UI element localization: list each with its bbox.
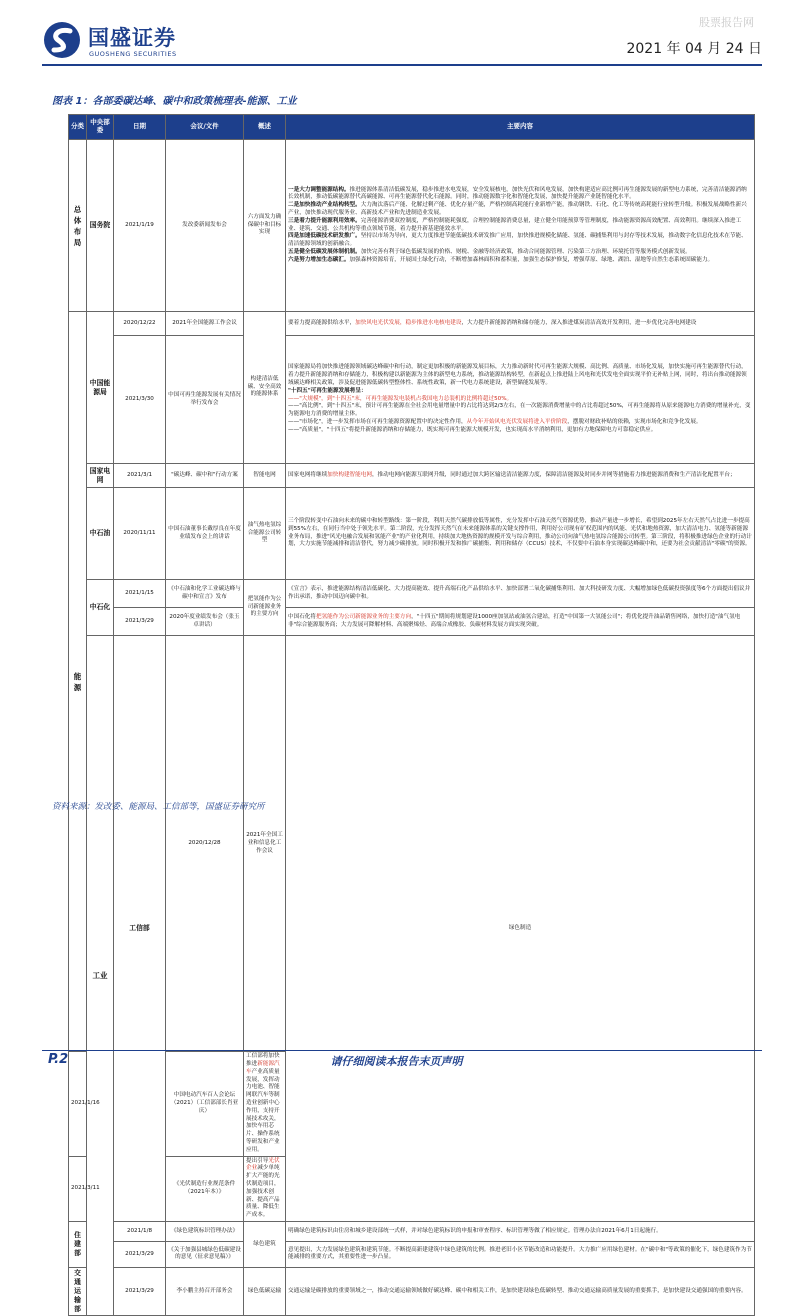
meeting-cell: 《中石油和化学工业碳达峰与碳中和宣言》发布 <box>166 580 244 608</box>
content-text: 中国石化将 <box>288 613 316 620</box>
summary-cell: 绿色建筑 <box>244 1221 286 1267</box>
table-row <box>69 464 755 488</box>
category-cell: 工业 <box>87 636 114 1316</box>
report-date: 2021 年 04 月 24 日 <box>626 41 762 57</box>
meeting-cell: 《绿色建筑标识管理办法》 <box>166 1221 244 1241</box>
content-text: ，推动电网向能源互联网升级，同时通过加大跨区输送清洁能源力度，保障清洁能源及时同步并网等措施着力推进能源消费和生产清洁化配置平台； <box>371 471 736 478</box>
summary-cell: 油气热电氢综合能源公司转型 <box>244 488 286 580</box>
meeting-cell: 2021年全国能源工作会议 <box>166 312 244 336</box>
guosheng-logo-icon <box>42 20 82 60</box>
date-cell: 2021/3/30 <box>114 336 166 464</box>
date-cell: 2021/1/15 <box>114 580 166 608</box>
category-cell: 能源 <box>69 312 87 1052</box>
date-cell: 2020/11/11 <box>114 488 166 580</box>
content-cell <box>286 140 755 312</box>
content-cell <box>286 608 755 636</box>
disclaimer: 请仔细阅读本报告末页声明 <box>330 1055 463 1068</box>
summary-cell: 把氢能作为公司新能源业务的主要方向 <box>244 580 286 636</box>
content-text: 减少单纯扩大产能的光伏制造项目，加强技术创新、提高产品质量、降低生产成本。 <box>246 1165 280 1219</box>
content-text: ，"十四五"期间将规划建设1000座加氢站或油氢合建站，打造"中国第一大氢能公司"；将优化提升油品销售网络，加快打造"油气氢电非"综合能源服务商；大力发展可降解材料、高端聚烯烃、高端合成橡胶、负碳材料发展方面实现突破。 <box>288 613 741 628</box>
table-row <box>69 1267 755 1315</box>
table-row <box>69 608 755 636</box>
date-cell: 2021/1/16 <box>69 1052 87 1156</box>
department-cell: 中国能源局 <box>87 312 114 464</box>
content-highlight: ——"大规模"，到"十四五"末，可再生能源发电装机占我国电力总装机的比例将超过50%。 <box>288 395 513 402</box>
date-cell: 2021/3/29 <box>114 608 166 636</box>
department-cell: 国务院 <box>87 140 114 312</box>
header-divider <box>42 64 762 66</box>
brand-name: 国盛证券 <box>88 26 176 50</box>
table-row <box>69 1241 755 1267</box>
meeting-cell: 《关于加强县城绿色低碳建设的意见（征求意见稿）》 <box>166 1241 244 1267</box>
content-cell: 三个阶段转变中石油向未来的碳中和转型路线：第一阶段，利用天然气碳排放低等属性，充分发挥中石油天然气资源优势，推动产量进一步增长，希望到2025年左右天然气占比进一步提高到55%左右，在同行当中处于领先水平。第二阶段，充分发挥天然气在未来能源体系的关键支撑作用，利用好公司现有矿权范围内的风能、光伏和地热资源，加大清洁电力、氢能等新能源业务布局，推进"风光电融合发展和氢能产业"的产业化利用，持续加大地热资源的规模开发与综合利用，推动公司向油气热电氢综合能源公司转型。第三阶段，将积极推进绿色企业的行动计划，大力实施节能减排和清洁替代，努力减少碳排放。同时积极开发和推广碳捕集、利用和储存（CCUS）技术，不仅要中石油本身实现碳达峰碳中和，还要为社会贡献清洁"零碳"的资源。 <box>286 488 755 580</box>
content-cell: 《宣言》表示，推进能源结构清洁低碳化、大力提高能效、提升高端石化产品供给水平、加快部署二氧化碳捕集利用、加大科技研发力度、大幅增加绿色低碳投资强度等6个方面提出倡议并作出承诺，推动中国迈向碳中和。 <box>286 580 755 608</box>
content-subtitle: "十四五"可再生能源发展将呈： <box>288 387 367 394</box>
date-cell: 2021/3/29 <box>114 1267 166 1315</box>
content-text: 产业高质量发展，发挥动力电池、智能网联汽车等制造业创新中心作用，支持开展技术攻关，加快车用芯片、操作系统等研发和产业应用。 <box>246 1068 280 1153</box>
point-title: 三是着力提升能源利用效率。 <box>288 217 361 224</box>
content-text: ，摆脱对财政补贴的依赖，实现市场化和竞争化发展。 <box>567 418 702 425</box>
content-highlight: 从今年开始风电光伏发展将进入平价阶段 <box>466 418 568 425</box>
policy-table <box>68 114 755 1316</box>
footer-divider <box>42 1050 762 1051</box>
content-cell <box>286 464 755 488</box>
point-text: 加强森林资源培育，开展国土绿化行动，不断增加森林面积和蓄积量，加强生态保护修复，增强草原、绿地、湖泊、湿地等自然生态系统固碳能力。 <box>349 256 714 263</box>
point-title: 六是努力增加生态碳汇。 <box>288 256 350 263</box>
meeting-cell: 发改委新闻发布会 <box>166 140 244 312</box>
meeting-cell: 中国电动汽车百人会论坛（2021）（工信部部长肖亚庆） <box>166 1052 244 1156</box>
table-row <box>69 488 755 580</box>
department-cell: 住建部 <box>69 1221 87 1267</box>
content-highlight: 加快风电光伏发展，稳步推进水电核电建设 <box>355 319 462 326</box>
point-title: 五是健全低碳发展体制机制。 <box>288 248 361 255</box>
point-text: 加快完善有利于绿色低碳发展的价格、财税、金融等经济政策，推动合同能源管理、污染第三方治理、环境托管等服务模式创新发展。 <box>360 248 691 255</box>
department-cell: 中石化 <box>87 580 114 636</box>
figure-title: 图表 1：各部委碳达峰、碳中和政策梳理表-能源、工业 <box>52 96 297 107</box>
content-text: 工信部将加快推进 <box>246 1053 280 1068</box>
date-cell: 2021/3/11 <box>69 1156 87 1221</box>
brand-name-en: GUOSHENG SECURITIES <box>89 50 177 58</box>
watermark: 股票报告网 <box>699 16 754 29</box>
content-highlight: 新能源汽车 <box>246 1061 280 1075</box>
point-title: 二是加快推动产业结构转型。 <box>288 202 361 209</box>
date-cell: 2021/1/8 <box>114 1221 166 1241</box>
page-number: P.2 <box>48 1052 69 1067</box>
content-text: ——"高比例"，到"十四五"末，预计可再生能源在全社会用电量增量中的占比将达到2/3左右，在一次能源消费增量中的占比将超过50%，可再生能源将从原来能源电力消费的增量补充，变为能源电力消费的增量主体。 <box>288 403 751 418</box>
date-cell: 2020/12/28 <box>166 636 244 1052</box>
department-cell: 中石油 <box>87 488 114 580</box>
meeting-cell: 《光伏制造行业规范条件（2021年本）》 <box>166 1156 244 1221</box>
table-row <box>69 580 755 608</box>
point-text: 大力淘汰落后产能、化解过剩产能、优化存量产能，严格控制高耗能行业新增产能，推动钢铁、石化、化工等传统高耗能行业转型升级。积极发展战略性新兴产业，加快推动现代服务业、高新技术产业和先进制造业发展。 <box>288 202 747 216</box>
point-title: 一是大力调整能源结构。 <box>288 186 350 193</box>
col-header-summary: 概述 <box>244 115 286 140</box>
content-cell: 交通运输是碳排放的重要领域之一，推动交通运输领域做好碳达峰、碳中和相关工作，是加快建设绿色低碳转型、推动交通运输高质量发展的重要抓手，是加快建设交通强国的重要内容。 <box>286 1267 755 1315</box>
content-cell: 明确绿色建筑标识由住房和城乡建设部统一式样，并对绿色建筑标识的申报和审查程序、标识管理等做了相应规定。管理办法自2021年6月1日起施行。 <box>286 1221 755 1241</box>
department-cell: 交通运输部 <box>69 1267 87 1315</box>
content-text: 提出引导 <box>246 1157 269 1164</box>
meeting-cell: 中国石油董事长戴厚良在年度业绩发布会上的讲话 <box>166 488 244 580</box>
content-highlight: 光伏企业 <box>246 1157 280 1172</box>
table-row <box>69 1221 755 1241</box>
col-header-department: 中央部委 <box>87 115 114 140</box>
point-text: 完善能源消费双控制度，严格控制能耗强度，合理控制能源消费总量，建立健全用能预算等管理制度，推动能源资源高效配置、高效利用。继续深入推进工业、建筑、交通、公共机构等重点领域节能，着力提升新基建能效水平。 <box>288 217 742 232</box>
meeting-cell: 2021年全国工业和信息化工作会议 <box>244 636 286 1052</box>
summary-cell: 绿色低碳运输 <box>244 1267 286 1315</box>
content-text: 要着力提高能源供给水平， <box>288 319 356 326</box>
col-header-content: 主要内容 <box>286 115 755 140</box>
date-cell: 2020/12/22 <box>114 312 166 336</box>
content-text: 国家能源局将加快推进能源领域碳达峰碳中和行动，制定更加积极的新能源发展目标，大力推动新时代可再生能源大规模、高比例、高质量、市场化发展，加快实施可再生能源替代行动，着力提升新能源消纳和存储能力，积极构建以新能源为主体的新型电力系统，推动能源结构转型，在新起点上推进陆上风电和光伏发电全面实现平价无补贴上网，同时，将出台推动能源领域碳达峰相关政策，涉及促进能源低碳转型整体性、系统性政策，新一代电力系统建设，新型储能发展等。 <box>288 364 747 386</box>
department-cell: 工信部 <box>114 636 166 1222</box>
content-text: ，大力提升新能源消纳和储存能力，深入推进煤炭清洁高效开发利用，进一步优化完善电网建设 <box>461 319 697 326</box>
meeting-cell: 中国可再生能源发展有关情况举行发布会 <box>166 336 244 464</box>
table-row <box>69 312 755 336</box>
summary-cell: 绿色制造 <box>286 636 755 1222</box>
content-text: ——"高质量"，"十四五"将提升新能源消纳和存储能力，既实现可再生能源大规模开发，也实现高水平消纳利用，更加有力地保障电力可靠稳定供应。 <box>288 426 657 433</box>
summary-cell: 智能电网 <box>244 464 286 488</box>
table-row <box>69 636 755 1052</box>
report-header <box>42 16 762 64</box>
content-cell <box>286 336 755 464</box>
content-highlight: 加快构建智能电网 <box>327 471 372 478</box>
category-cell: 总体布局 <box>69 140 87 312</box>
source-note: 资料来源：发改委、能源局、工信部等，国盛证券研究所 <box>52 802 265 812</box>
table-row <box>69 336 755 464</box>
meeting-cell: 2020年度业绩发布会（张玉卓讲话） <box>166 608 244 636</box>
content-text: 国家电网将继续 <box>288 471 328 478</box>
summary-cell: 六方面发力确保碳中和目标实现 <box>244 140 286 312</box>
table-header-row <box>69 115 755 140</box>
col-header-category: 分类 <box>69 115 87 140</box>
department-cell: 国家电网 <box>87 464 114 488</box>
meeting-cell: 李小鹏主持召开部务会 <box>166 1267 244 1315</box>
meeting-cell: "碳达峰、碳中和"行动方案 <box>166 464 244 488</box>
point-text: 坚持以市场为导向，更大力度推进节能低碳技术研发推广应用，加快推进规模化储能、氢能、碳捕集利用与封存等技术发展，推动数字化信息化技术在节能、清洁能源领域的创新融合。 <box>288 233 747 248</box>
content-cell <box>286 312 755 336</box>
date-cell: 2021/3/29 <box>114 1241 166 1267</box>
date-cell: 2021/1/19 <box>114 140 166 312</box>
content-text: ——"市场化"，进一步发挥市场在可再生能源资源配置中的决定性作用， <box>288 418 467 425</box>
col-header-date: 日期 <box>114 115 166 140</box>
content-cell <box>244 1156 286 1221</box>
point-title: 四是加速低碳技术研发推广。 <box>288 233 361 240</box>
content-highlight: 把氢能作为公司新能源业务的主要方向 <box>315 613 412 620</box>
date-cell: 2021/3/1 <box>114 464 166 488</box>
col-header-meeting: 会议/文件 <box>166 115 244 140</box>
point-text: 推进能源体系清洁低碳发展，稳步推进水电发展，安全发展核电，加快光伏和风电发展，加快构建适应高比例可再生能源发展的新型电力系统，完善清洁能源消纳长效机制，推动低碳能源替代高碳能源、可再生能源替代化石能源。同时，推动能源数字化和智能化发展，加快提升能源产业链智能化水平。 <box>288 186 747 201</box>
table-row <box>69 140 755 312</box>
content-cell: 意见提出，大力发展绿色建筑和建筑节能。不断提高新建建筑中绿色建筑的比例。推进老旧小区节能改造和功能提升。大力推广应用绿色建材。在"碳中和"等政策的催化下，绿色建筑作为节能减排的重要方式，其重要性进一步凸显。 <box>286 1241 755 1267</box>
summary-cell: 构建清洁低碳、安全高效的能源体系 <box>244 312 286 464</box>
